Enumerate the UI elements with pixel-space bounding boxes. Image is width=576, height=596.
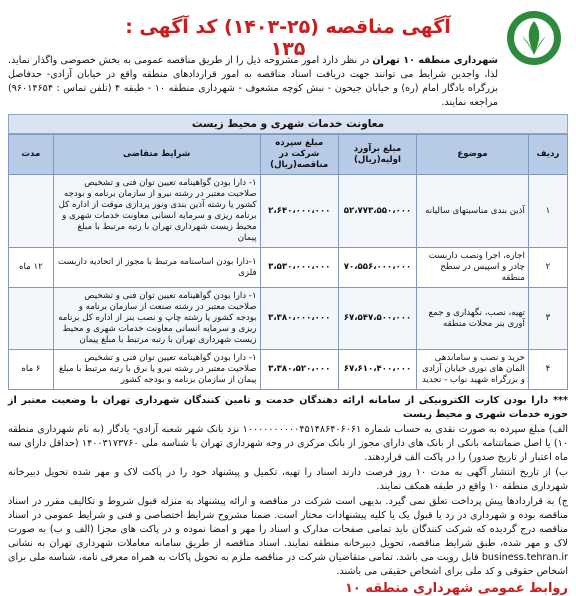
row-duration xyxy=(9,175,54,248)
header-row-number: ردیف xyxy=(528,135,567,175)
row-estimate: ۶۷،۵۴۷،۵۰۰،۰۰۰ xyxy=(338,288,416,350)
row-duration: ۶ ماه xyxy=(9,350,54,390)
municipality-logo-icon xyxy=(504,8,564,68)
row-duration xyxy=(9,288,54,350)
table-row xyxy=(9,248,568,288)
row-subject: تهیه، نصب، نگهداری و جمع آوری بنر محلات منطقه xyxy=(417,288,529,350)
row-deposit: ۲،۶۴۰،۰۰۰،۰۰۰ xyxy=(260,175,338,248)
row-estimate: ۵۲،۷۷۳،۵۵۰،۰۰۰ xyxy=(338,175,416,248)
note-terms: ج) به قراردادها پیش پرداخت تعلق نمی گیرد. بدیهی است شرکت در مناقصه و ارائه پیشنهاد به منزله قبول شروط و تکالیف مقرر در اسناد مناقصه بوده و شهرداری در رد یا قبول یک یا کلیه پیشنهادات مختار است. ضمنا مشروح شرایط اختصاصی و فنی و شرایط عمومی در اسناد مناقصه درج گردیده که شرکت کنندگان باید تمامی صفحات مدارک و اسناد را مهر و امضا نموده و در پاکت های مجزا (الف و ب) به صورت لاک و مهر شده، طبق شرایط مناقصه، تحویل دبیرخانه منطقه نمایند. اسناد مناقصه از طریق سامانه معاملات شهرداری تهران به نشانی business.tehran.ir قابل رویت می باشد. تمامی متقاضیان شرکت در مناقصه ملزم به تحویل پاکات به همراه معرفی نامه، شناسه ملی برای اشخاص حقوقی و کد ملی برای اشخاص حقیقی می باشند. xyxy=(8,496,568,577)
table-header-row xyxy=(9,135,568,175)
row-conditions: ۱-دارا بودن اساسنامه مرتبط با مجوز از اتحادیه داربست فلزی xyxy=(53,248,260,288)
table-row xyxy=(9,350,568,390)
row-conditions: ۱- دارا بودن گواهینامه تعیین توان فنی و تشخیص صلاحیت معتبر در رشته نیرو یا برق با رتبه مرتبط با مبلغ پیمان از سازمان برنامه و بودجه کشور xyxy=(53,350,260,390)
row-deposit: ۳،۳۸۰،۰۰۰،۰۰۰ xyxy=(260,288,338,350)
header-duration: مدت xyxy=(9,135,54,175)
row-duration: ۱۲ ماه xyxy=(9,248,54,288)
header-conditions: شرایط متقاضی xyxy=(53,135,260,175)
row-number: ۱ xyxy=(528,175,567,248)
row-estimate: ۷۰،۵۵۶،۰۰۰،۰۰۰ xyxy=(338,248,416,288)
row-conditions: ۱- دارا بودن گواهینامه تعیین توان فنی و تشخیص صلاحیت معتبر در رشته نیرو از سازمان برنامه و بودجه کشور یا رشته آذین بندی ونور پردازی موقت از اداره کل برنامه ریزی و سرمایه انسانی معاونت خدمات شهری و محیط زیست شهرداری تهران با رتبه مرتبط با مبلغ پیمان xyxy=(53,175,260,248)
tender-table xyxy=(8,134,568,390)
footer-public-relations: روابط عمومی شهرداری منطقه ۱۰ xyxy=(345,581,568,596)
note-electronic-card-text: *** دارا بودن کارت الکترونیکی از سامانه ارائه دهندگان خدمت و تامین کنندگان شهرداری تهران با وضعیت معتبر از حوزه خدمات شهری و محیط زیست xyxy=(8,395,568,420)
row-deposit: ۳،۳۸۰،۵۲۰،۰۰۰ xyxy=(260,350,338,390)
row-number: ۴ xyxy=(528,350,567,390)
header-estimate: مبلغ برآورد اولیه(ریال) xyxy=(338,135,416,175)
notice-header xyxy=(8,6,568,60)
table-row xyxy=(9,175,568,248)
note-deposit: الف) مبلغ سپرده به صورت نقدی به حساب شماره ۱۰۰۰۰۰۰۰۰۰۰۴۵۱۴۸۶۴۰۶۰۶۱ نزد بانک شهر شعبه آزادی- یادگار (به نام شهرداری منطقه ۱۰) یا اصل ضمانتنامه بانکی از بانک های دارای مجوز از بانک مرکزی در وجه شهرداری تهران با شناسه ملی ۱۴۰۰۳۱۷۳۷۶۰ (حداقل دارای سه ماه اعتبار از تاریخ صدور) را در پاکت الف قراردهند. xyxy=(8,424,569,463)
intro-text: در نظر دارد امور مشروحه ذیل را از طریق مناقصه عمومی به بخش خصوصی واگذار نماید. لذا، واجدین شرایط می توانند جهت دریافت اسناد مناقصه به امور قراردادهای منطقه واقع در خیابان آزادی- حدفاصل بزرگراه یادگار امام (ره) و خیابان جیحون - نبش کوچه مشعوف - شهرداری منطقه ۱۰ - طبقه ۴ (تلفن تماس : ۹۶۰۱۴۶۵۴) مراجعه نمایند. xyxy=(8,55,498,108)
section-title: معاونت خدمات شهری و محیط زیست xyxy=(8,114,568,134)
intro-organization: شهرداری منطقه ۱۰ تهران xyxy=(372,55,498,66)
notice-intro xyxy=(8,54,568,110)
row-subject: آذین بندی مناسبتهای سالیانه xyxy=(417,175,529,248)
header-deposit: مبلغ سپرده شرکت در مناقصه(ریال) xyxy=(260,135,338,175)
row-subject: اجاره، اجرا ونصب داربست چادر و اسپیس در سطح منطقه xyxy=(417,248,529,288)
note-deadline: ب) از تاریخ انتشار آگهی به مدت ۱۰ روز فرصت دارند اسناد را تهیه، تکمیل و پیشنهاد خود را در پاکت لاک و مهر شده تحویل دبیرخانه شهرداری منطقه ۱۰ واقع در طبقه همکف نمایند. xyxy=(8,467,568,492)
row-number: ۳ xyxy=(528,288,567,350)
row-subject: خرید و نصب و ساماندهی المان های نوری خیابان آزادی و بزرگراه شهید نواب - تجدید xyxy=(417,350,529,390)
header-subject: موضوع xyxy=(417,135,529,175)
notice-title: آگهی مناقصه (۲۵-۱۴۰۳) کد آگهی : ۱۳۵ xyxy=(125,16,451,60)
row-deposit: ۳،۵۳۰،۰۰۰،۰۰۰ xyxy=(260,248,338,288)
note-electronic-card xyxy=(8,394,568,422)
table-row xyxy=(9,288,568,350)
row-number: ۲ xyxy=(528,248,567,288)
row-estimate: ۶۷،۶۱۰،۴۰۰،۰۰۰ xyxy=(338,350,416,390)
row-conditions: ۱- دارا بودن گواهینامه تعیین توان فنی و تشخیص صلاحیت معتبر در رشته صنعت از سازمان برنامه و بودجه کشور یا رشته چاپ و نصب بنر از اداره کل برنامه ریزی و سرمایه انسانی معاونت خدمات شهری و محیط زیست شهرداری تهران با رتبه مرتبط با مبلغ پیمان xyxy=(53,288,260,350)
notes-section xyxy=(8,394,568,579)
